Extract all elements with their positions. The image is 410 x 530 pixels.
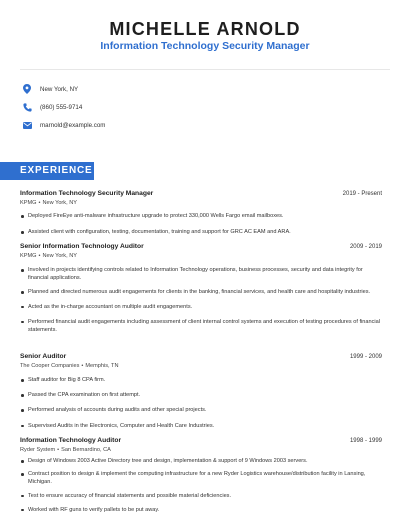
job-entry (20, 353, 382, 430)
section-heading-experience (0, 162, 94, 180)
contact-phone (22, 100, 382, 114)
job-company: Ryder System (20, 447, 56, 453)
job-dates: 2009 - 2019 (349, 243, 382, 250)
job-location: San Bernardino, CA (61, 447, 111, 453)
mail-icon (22, 120, 32, 130)
contact-email (22, 118, 382, 132)
job-title: Senior Information Technology Auditor (20, 243, 144, 250)
list-item: Contract position to design & implement the computing infrastructure for a new Ryder Logistics warehouse/distribution facility in Lansing, Michigan. (20, 470, 382, 486)
job-location: New York, NY (42, 200, 77, 206)
contact-location (22, 82, 382, 96)
list-item: Deployed FireEye anti-malware infrastructure upgrade to protect 330,000 Wells Fargo email mailboxes. (20, 212, 382, 220)
job-dates: 2019 - Present (342, 190, 382, 197)
list-item: Supervised Audits in the Electronics, Computer and Health Care Industries. (20, 422, 382, 430)
list-item: Staff auditor for Big 8 CPA firm. (20, 376, 382, 384)
list-item: Worked with RF guns to verify pallets to be put away. (20, 506, 382, 514)
list-item: Acted as the in-charge accountant on multiple audit engagements. (20, 303, 382, 311)
job-entry (20, 437, 382, 514)
phone-icon (22, 102, 32, 112)
list-item: Test to ensure accuracy of financial statements and possible material deficiencies. (20, 492, 382, 500)
job-entry (20, 190, 382, 236)
job-title: Senior Auditor (20, 353, 67, 360)
section-heading-label: EXPERIENCE (20, 165, 93, 176)
contact-email-text: marnold@example.com (40, 121, 106, 129)
list-item: Passed the CPA examination on first attempt. (20, 391, 382, 399)
list-item: Performed financial audit engagements including assessment of client internal control systems and execution of testing procedures of financial statements. (20, 318, 382, 334)
list-item: Performed analysis of accounts during audits and other special projects. (20, 406, 382, 414)
job-company-location: Ryder System • San Bernardino, CA (20, 447, 111, 453)
contact-phone-text: (860) 555-9714 (40, 103, 83, 111)
job-location: Memphis, TN (85, 363, 119, 369)
job-company-location: KPMG • New York, NY (20, 200, 77, 206)
contact-location-text: New York, NY (40, 85, 79, 93)
job-dates: 1998 - 1999 (349, 437, 382, 444)
list-item: Planned and directed numerous audit engagements for clients in the banking, financial services, and health care and hospitality industries. (20, 288, 382, 296)
job-company: KPMG (20, 200, 37, 206)
list-item: Assisted client with configuration, testing, documentation, training and support for GRC AC EAM and ARA. (20, 228, 382, 236)
job-company-location: The Cooper Companies • Memphis, TN (20, 363, 119, 369)
candidate-name: MICHELLE ARNOLD (109, 19, 301, 39)
job-bullets (20, 376, 382, 430)
job-dates: 1999 - 2009 (349, 353, 382, 360)
candidate-title: Information Technology Security Manager (100, 40, 310, 52)
list-item: Design of Windows 2003 Active Directory tree and design, implementation & support of 9 Windows 2003 servers. (20, 457, 382, 465)
job-company-location: KPMG • New York, NY (20, 253, 77, 259)
job-entry (20, 243, 382, 334)
job-bullets (20, 457, 382, 514)
job-bullets (20, 212, 382, 236)
job-title: Information Technology Security Manager (20, 190, 154, 197)
job-company: The Cooper Companies (20, 363, 80, 369)
list-item: Involved in projects identifying controls related to Information Technology operations, business processes, security and data integrity for financial applications. (20, 266, 382, 282)
job-location: New York, NY (42, 253, 77, 259)
location-pin-icon (22, 84, 32, 94)
header-divider (20, 69, 390, 70)
job-bullets (20, 266, 382, 334)
job-company: KPMG (20, 253, 37, 259)
job-title: Information Technology Auditor (20, 437, 122, 444)
